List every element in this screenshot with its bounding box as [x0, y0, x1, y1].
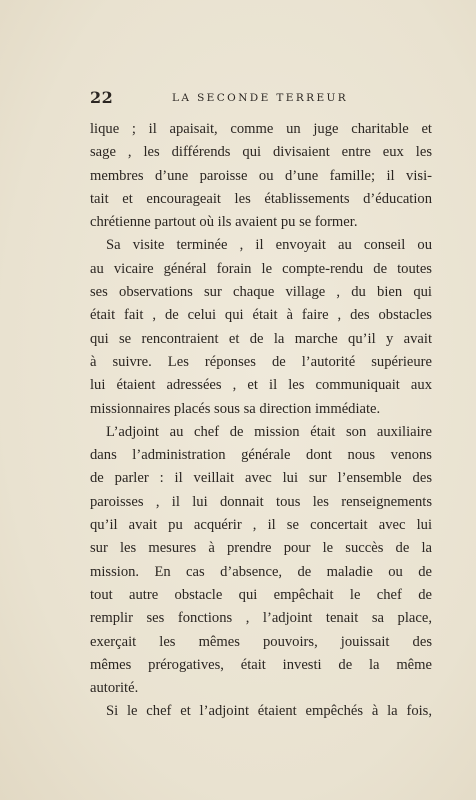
text-line: lui étaient adressées , et il les communiquait aux — [90, 377, 432, 394]
text-line: qui se rencontraient et de la marche qu’il y avait — [90, 330, 432, 347]
text-line: membres d’une paroisse ou d’une famille; il visi- — [90, 167, 432, 184]
page-header — [90, 88, 432, 112]
text-line: à suivre. Les réponses de l’autorité supérieure — [90, 353, 432, 370]
text-line: L’adjoint au chef de mission était son auxiliaire — [106, 423, 432, 440]
text-line: dans l’administration générale dont nous venons — [90, 447, 432, 464]
text-line: lique ; il apaisait, comme un juge charitable et — [90, 121, 432, 137]
text-line: paroisses , il lui donnait tous les renseignements — [90, 493, 432, 510]
text-line: Sa visite terminée , il envoyait au conseil ou — [106, 237, 432, 254]
text-line: exerçait les mêmes pouvoirs, jouissait des — [90, 633, 432, 650]
text-line: mêmes prérogatives, était investi de la même — [90, 656, 432, 673]
text-line: au vicaire général forain le compte-rendu de toutes — [90, 260, 432, 277]
text-line: autorité. — [90, 680, 139, 697]
text-line: ses observations sur chaque village , du bien qui — [90, 284, 432, 301]
text-line: Si le chef et l’adjoint étaient empêchés à la fois, — [106, 703, 432, 720]
text-line: sage , les différends qui divisaient entre eux les — [90, 144, 432, 161]
text-line: mission. En cas d’absence, de maladie ou de — [90, 563, 432, 580]
text-line: qu’il avait pu acquérir , il se concertait avec lui — [90, 517, 432, 534]
running-head: LA SECONDE TERREUR — [172, 92, 349, 104]
text-line: tait et encourageait les établissements d’éducation — [90, 190, 432, 207]
text-line: missionnaires placés sous sa direction immédiate. — [90, 400, 381, 417]
page-number: 22 — [90, 88, 114, 107]
text-line: remplir ses fonctions , l’adjoint tenait sa place, — [90, 610, 432, 627]
text-line: était fait , de celui qui était à faire , des obstacles — [90, 307, 432, 324]
text-line: de parler : il veillait avec lui sur l’ensemble des — [90, 470, 432, 487]
text-line: sur les mesures à prendre pour le succès de la — [90, 540, 432, 557]
body-text — [90, 118, 432, 724]
text-line: tout autre obstacle qui empêchait le chef de — [90, 586, 432, 603]
text-line: chrétienne partout où ils avaient pu se former. — [90, 214, 358, 231]
